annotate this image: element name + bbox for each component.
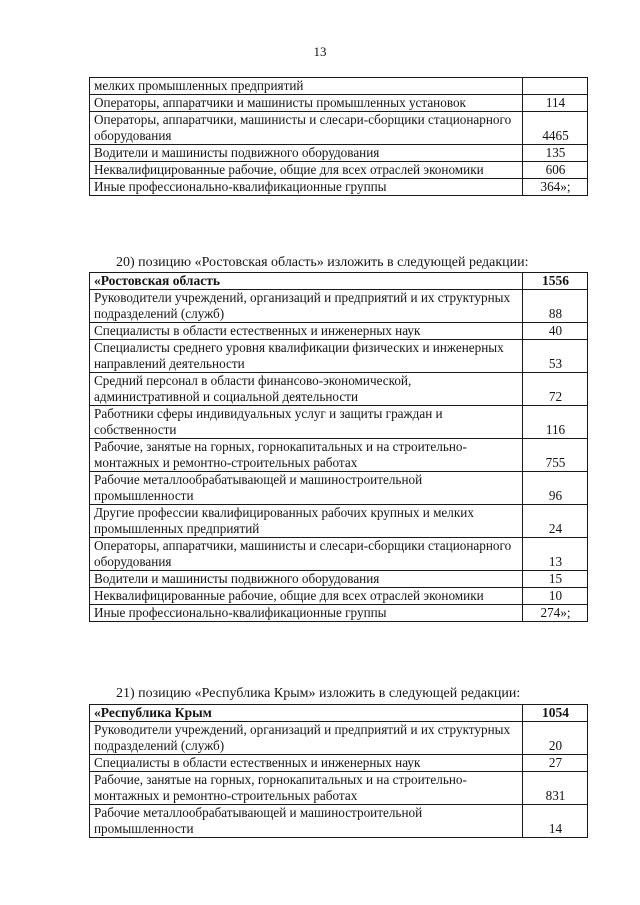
row-name: Рабочие металлообрабатывающей и машиностроительной промышленности [90, 472, 523, 505]
row-name: Операторы, аппаратчики, машинисты и слесари-сборщики стационарного оборудования [90, 112, 523, 145]
row-value: 20 [523, 722, 588, 755]
table-row [90, 588, 588, 605]
row-name: Средний персонал в области финансово-экономической, административной и социальной деятельности [90, 373, 523, 406]
table-row [90, 78, 588, 95]
region-total: 1054 [523, 705, 588, 722]
table-crimea [89, 704, 588, 838]
row-name: мелких промышленных предприятий [90, 78, 523, 95]
row-name: Руководители учреждений, организаций и предприятий и их структурных подразделений (служб) [90, 290, 523, 323]
row-name: Водители и машинисты подвижного оборудования [90, 571, 523, 588]
row-value: 4465 [523, 112, 588, 145]
row-name: Иные профессионально-квалификационные группы [90, 179, 523, 196]
table-row [90, 406, 588, 439]
row-value: 10 [523, 588, 588, 605]
table-row [90, 805, 588, 838]
row-value: 606 [523, 162, 588, 179]
row-name: Неквалифицированные рабочие, общие для всех отраслей экономики [90, 588, 523, 605]
table-row [90, 179, 588, 196]
row-value: 274»; [523, 605, 588, 622]
table-row [90, 373, 588, 406]
page-number: 13 [313, 44, 327, 59]
table-row [90, 538, 588, 571]
region-name: «Республика Крым [90, 705, 523, 722]
row-value: 96 [523, 472, 588, 505]
row-name: Операторы, аппаратчики, машинисты и слесари-сборщики стационарного оборудования [90, 538, 523, 571]
table-row [90, 340, 588, 373]
row-name: Иные профессионально-квалификационные группы [90, 605, 523, 622]
table-row [90, 439, 588, 472]
table-continued [89, 77, 588, 196]
row-value: 135 [523, 145, 588, 162]
row-value: 15 [523, 571, 588, 588]
row-name: Специалисты в области естественных и инженерных наук [90, 323, 523, 340]
row-name: Водители и машинисты подвижного оборудования [90, 145, 523, 162]
row-value: 27 [523, 755, 588, 772]
region-name: «Ростовская область [90, 273, 523, 290]
table-row [90, 722, 588, 755]
table-row [90, 290, 588, 323]
table-row [90, 571, 588, 588]
table-header-row [90, 705, 588, 722]
table-row [90, 95, 588, 112]
row-value: 14 [523, 805, 588, 838]
table-row [90, 605, 588, 622]
row-name: Рабочие, занятые на горных, горнокапитальных и на строительно-монтажных и ремонтно-строительных работах [90, 772, 523, 805]
table-row [90, 755, 588, 772]
row-name: Рабочие металлообрабатывающей и машиностроительной промышленности [90, 805, 523, 838]
row-value: 831 [523, 772, 588, 805]
row-value: 13 [523, 538, 588, 571]
row-name: Другие профессии квалифицированных рабочих крупных и мелких промышленных предприятий [90, 505, 523, 538]
row-value: 114 [523, 95, 588, 112]
row-value: 116 [523, 406, 588, 439]
row-value: 24 [523, 505, 588, 538]
row-value: 53 [523, 340, 588, 373]
section-20-intro: 20) позицию «Ростовская область» изложить в следующей редакции: [116, 255, 529, 270]
region-total: 1556 [523, 273, 588, 290]
row-value: 72 [523, 373, 588, 406]
row-name: Руководители учреждений, организаций и предприятий и их структурных подразделений (служб) [90, 722, 523, 755]
row-name: Специалисты среднего уровня квалификации физических и инженерных направлений деятельности [90, 340, 523, 373]
row-name: Специалисты в области естественных и инженерных наук [90, 755, 523, 772]
table-header-row [90, 273, 588, 290]
table-row [90, 145, 588, 162]
table-row [90, 162, 588, 179]
table-row [90, 472, 588, 505]
row-value: 40 [523, 323, 588, 340]
table-row [90, 772, 588, 805]
table-rostov [89, 272, 588, 622]
table-row [90, 505, 588, 538]
row-name: Операторы, аппаратчики и машинисты промышленных установок [90, 95, 523, 112]
row-value [523, 78, 588, 95]
row-value: 364»; [523, 179, 588, 196]
row-name: Работники сферы индивидуальных услуг и защиты граждан и собственности [90, 406, 523, 439]
row-value: 755 [523, 439, 588, 472]
row-name: Неквалифицированные рабочие, общие для всех отраслей экономики [90, 162, 523, 179]
section-21-intro: 21) позицию «Республика Крым» изложить в следующей редакции: [116, 686, 521, 701]
row-value: 88 [523, 290, 588, 323]
table-row [90, 323, 588, 340]
table-row [90, 112, 588, 145]
row-name: Рабочие, занятые на горных, горнокапитальных и на строительно-монтажных и ремонтно-строительных работах [90, 439, 523, 472]
